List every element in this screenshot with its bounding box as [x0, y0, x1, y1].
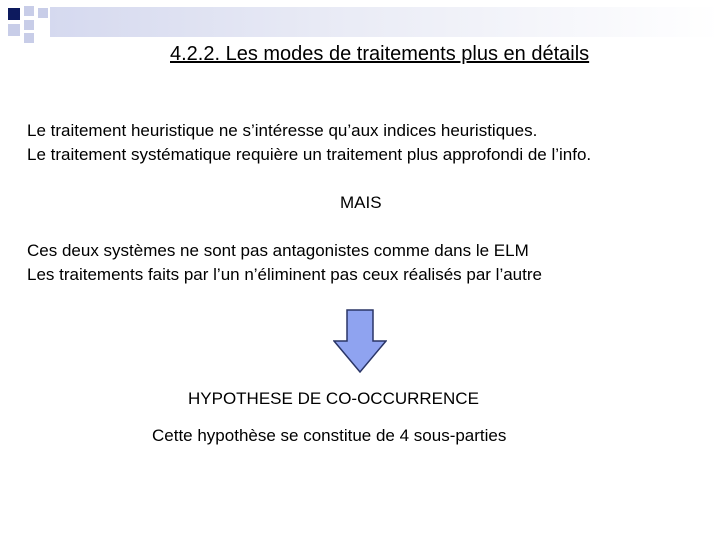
corner-square-4: [8, 24, 20, 36]
corner-square-1: [8, 8, 20, 20]
hypothesis-subtext: Cette hypothèse se constitue de 4 sous-parties: [152, 426, 507, 445]
para1-line1: Le traitement heuristique ne s’intéresse qu’aux indices heuristiques.: [27, 121, 538, 140]
corner-square-6: [24, 33, 34, 43]
corner-square-3: [38, 8, 48, 18]
slide-title: 4.2.2. Les modes de traitements plus en détails: [170, 43, 590, 65]
corner-square-2: [24, 6, 34, 16]
para2-line2: Les traitements faits par l’un n’éliminent pas ceux réalisés par l’autre: [27, 265, 542, 284]
corner-square-5: [24, 20, 34, 30]
header-gradient-bar: [50, 7, 720, 37]
para1-line2: Le traitement systématique requière un traitement plus approfondi de l’info.: [27, 145, 592, 164]
mais-label: MAIS: [340, 193, 382, 212]
hypothesis-heading: HYPOTHESE DE CO-OCCURRENCE: [188, 389, 479, 408]
down-arrow-icon: [333, 309, 387, 373]
para2-line1: Ces deux systèmes ne sont pas antagonistes comme dans le ELM: [27, 241, 529, 260]
